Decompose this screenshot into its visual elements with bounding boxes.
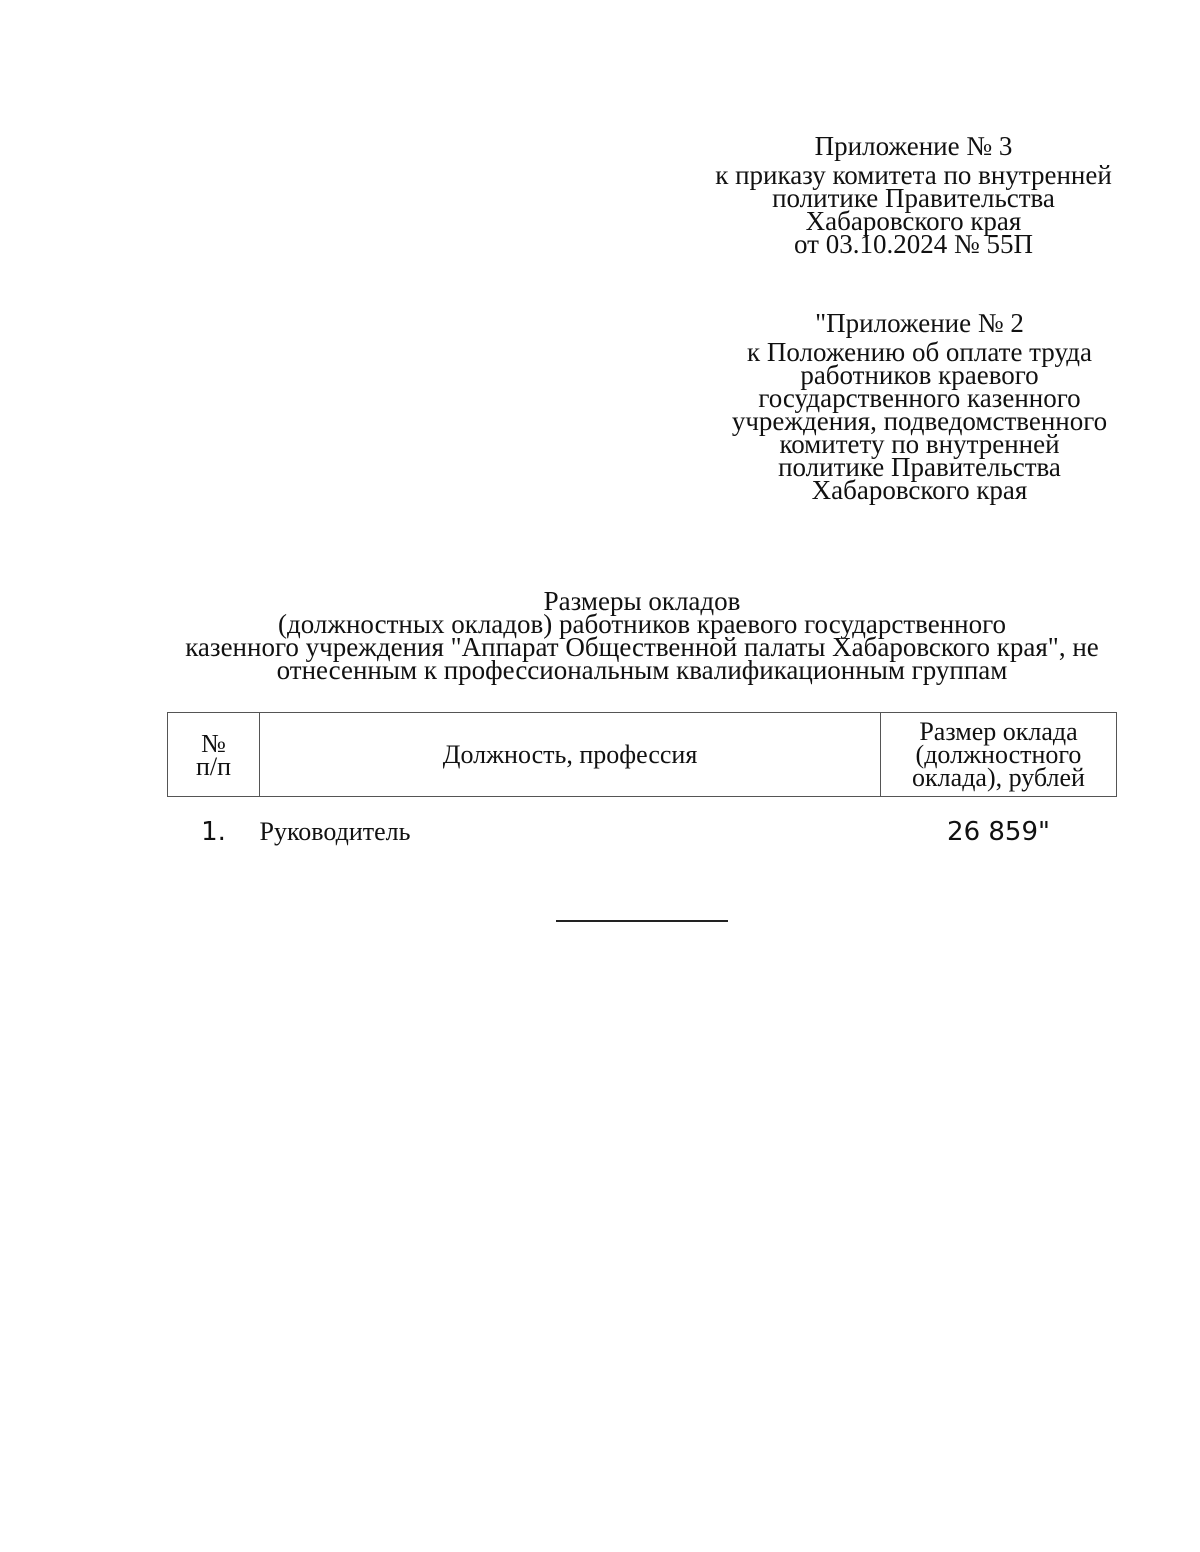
title-line: отнесенным к профессиональным квалификационным группам	[276, 655, 1008, 685]
annex-3-line: Хабаровского края	[805, 206, 1022, 236]
title-line: Размеры окладов	[543, 586, 741, 616]
annex-3-line: к приказу комитета по внутренней	[715, 160, 1112, 190]
closing-separator-line	[556, 920, 728, 922]
header-number-symbol: №	[201, 728, 226, 758]
annex-2-line: работников краевого	[800, 360, 1039, 390]
header-salary-line: (должностного	[915, 740, 1082, 769]
annex-2-line: государственного казенного	[758, 383, 1081, 413]
salary-table	[167, 712, 1117, 867]
document-title	[140, 586, 1144, 685]
annex-2-line: комитету по внутренней	[779, 429, 1060, 459]
header-salary	[881, 713, 1117, 797]
annex-2-line: учреждения, подведомственного	[731, 406, 1108, 436]
row-salary: 26 859"	[947, 817, 1050, 847]
row-position: Руководитель	[259, 817, 411, 846]
annex-3-heading: Приложение № 3	[814, 131, 1013, 161]
annex-2-header	[718, 308, 1121, 505]
annex-2-line: Хабаровского края	[811, 475, 1028, 505]
annex-3-date-line: от 03.10.2024 № 55П	[794, 229, 1033, 259]
header-salary-line: Размер оклада	[919, 717, 1078, 746]
annex-2-heading: "Приложение № 2	[815, 308, 1024, 338]
annex-2-line: к Положению об оплате труда	[747, 337, 1092, 367]
annex-3-header	[700, 131, 1127, 259]
title-line: казенного учреждения "Аппарат Общественной палаты Хабаровского края", не	[185, 632, 1099, 662]
title-line: (должностных окладов) работников краевого государственного	[277, 609, 1007, 639]
header-number-label: п/п	[195, 751, 232, 781]
table-row	[168, 797, 1117, 868]
header-salary-line: оклада), рублей	[912, 763, 1085, 792]
header-number	[168, 713, 260, 797]
annex-2-line: политике Правительства	[778, 452, 1061, 482]
row-number: 1.	[201, 817, 226, 847]
annex-3-line: политике Правительства	[772, 183, 1055, 213]
header-position: Должность, профессия	[260, 713, 881, 797]
table-header-row	[168, 713, 1117, 797]
